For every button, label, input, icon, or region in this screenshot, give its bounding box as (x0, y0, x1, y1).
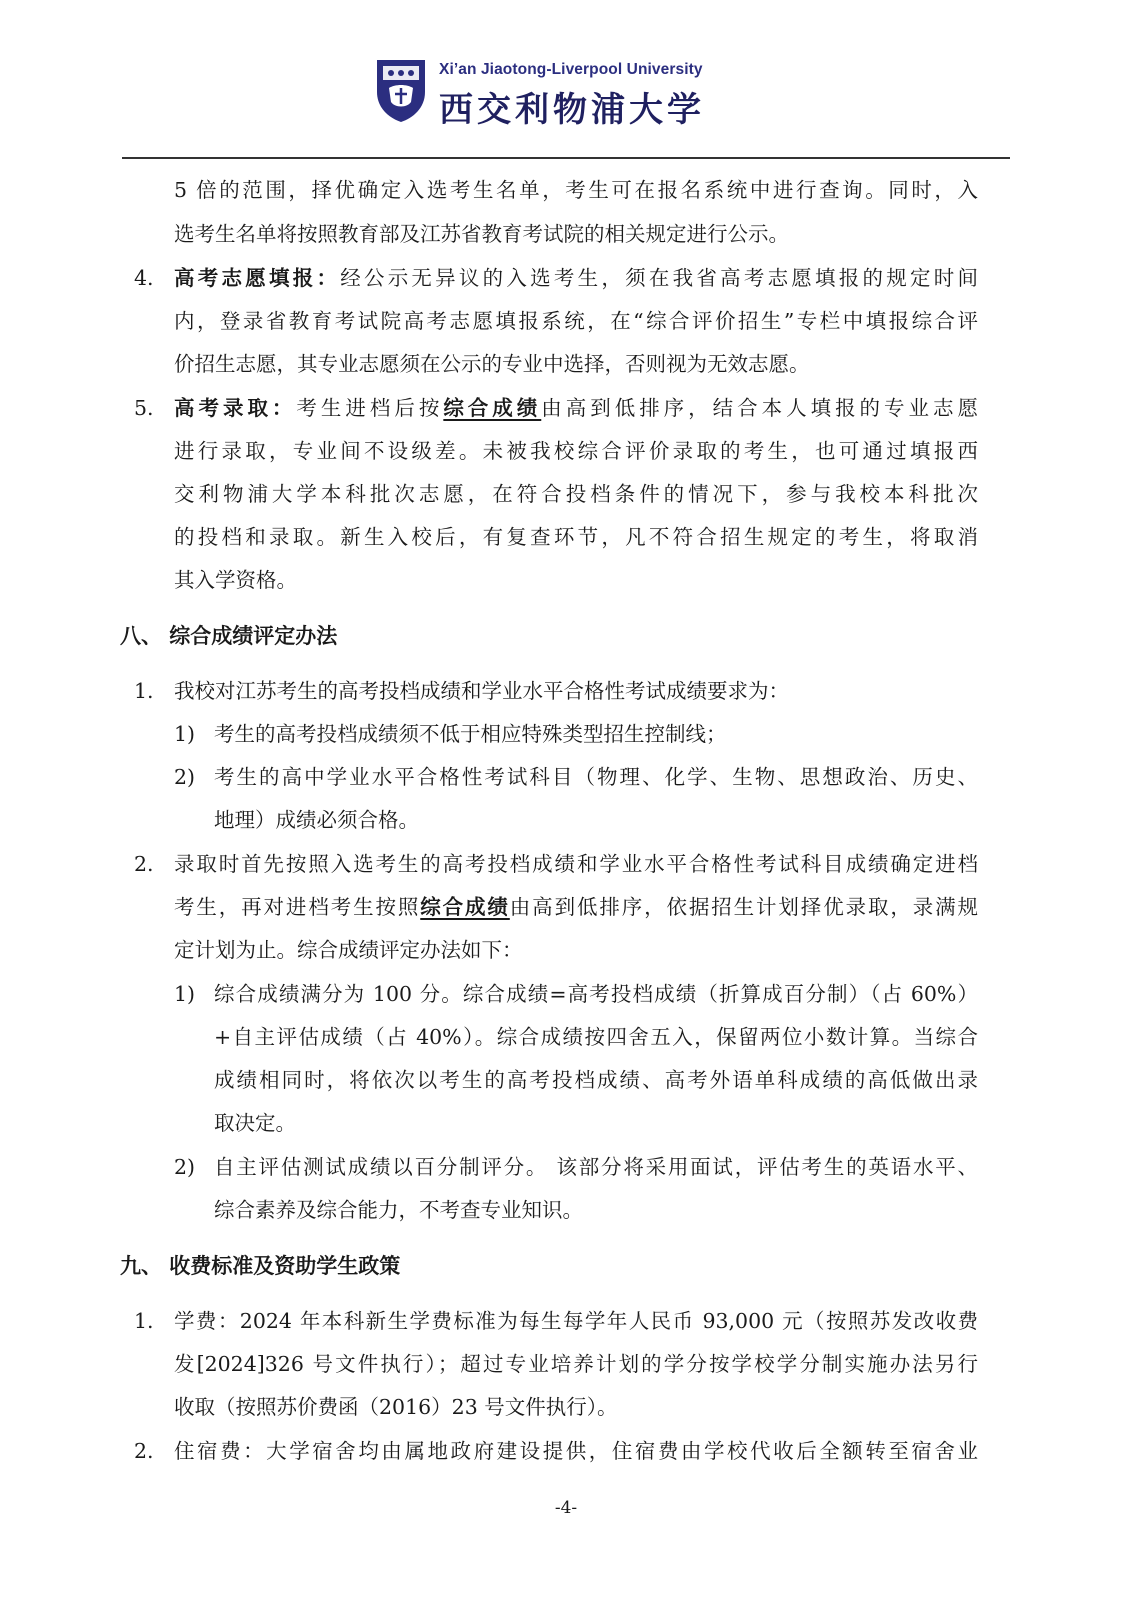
text-line: 取决定。 (214, 1111, 296, 1135)
text-line: 发[2024]326 号文件执行）；超过专业培养计划的学分按学校学分制实施办法另行 (174, 1352, 978, 1376)
list-number: 4. (134, 266, 154, 290)
item-title: 高考志愿填报： (174, 266, 341, 290)
text-line: 我校对江苏考生的高考投档成绩和学业水平合格性考试成绩要求为： (174, 679, 789, 703)
text-line: 进行录取，专业间不设级差。未被我校综合评价录取的考生，也可通过填报西 (174, 439, 978, 463)
text-line: +自主评估成绩（占 40%）。综合成绩按四舍五入，保留两位小数计算。当综合 (214, 1025, 978, 1049)
text-line: 自主评估测试成绩以百分制评分。 该部分将采用面试，评估考生的英语水平、 (214, 1155, 978, 1179)
section-heading: 九、 收费标准及资助学生政策 (120, 1253, 401, 1278)
text-line: 5 倍的范围，择优确定入选考生名单，考生可在报名系统中进行查询。同时，入 (174, 178, 978, 202)
page-number: -4- (554, 1498, 578, 1518)
text-line: 成绩相同时，将依次以考生的高考投档成绩、高考外语单科成绩的高低做出录 (214, 1068, 978, 1092)
list-number: 1. (134, 679, 154, 703)
list-number: 2. (134, 852, 154, 876)
text-line: 考生的高考投档成绩须不低于相应特殊类型招生控制线； (214, 722, 727, 746)
text-line: 定计划为止。综合成绩评定办法如下： (174, 938, 523, 962)
text-line: 住宿费：大学宿舍均由属地政府建设提供，住宿费由学校代收后全额转至宿舍业 (174, 1439, 978, 1463)
underlined-term: 综合成绩 (420, 895, 510, 919)
text-line: 其入学资格。 (174, 568, 297, 592)
text-line: 内，登录省教育考试院高考志愿填报系统，在“综合评价招生”专栏中填报综合评 (174, 309, 978, 333)
text-line: 考生的高中学业水平合格性考试科目（物理、化学、生物、思想政治、历史、 (214, 765, 978, 789)
section-heading: 八、 综合成绩评定办法 (120, 623, 338, 648)
item-title: 高考录取： (174, 396, 297, 420)
sub-list-number: 2) (174, 1155, 196, 1179)
sub-list-number: 1) (174, 982, 196, 1006)
list-number: 2. (134, 1439, 154, 1463)
university-name-en: Xi’an Jiaotong-Liverpool University (439, 61, 703, 78)
list-item-line: 高考志愿填报：经公示无异议的入选考生，须在我省高考志愿填报的规定时间 (174, 266, 979, 290)
text-line: 交利物浦大学本科批次志愿，在符合投档条件的情况下，参与我校本科批次 (174, 482, 978, 506)
list-number: 5. (134, 396, 154, 420)
text-line: 的投档和录取。新生入校后，有复查环节，凡不符合招生规定的考生，将取消 (174, 525, 978, 549)
text-line: 综合素养及综合能力，不考查专业知识。 (214, 1198, 583, 1222)
text-line: 录取时首先按照入选考生的高考投档成绩和学业水平合格性考试科目成绩确定进档 (174, 852, 978, 876)
text-line: 收取（按照苏价费函（2016）23 号文件执行）。 (174, 1395, 618, 1419)
text-line: 综合成绩满分为 100 分。综合成绩=高考投档成绩（折算成百分制）（占 60%） (214, 982, 978, 1006)
underlined-term: 综合成绩 (443, 396, 542, 420)
text-line: 学费：2024 年本科新生学费标准为每生每学年人民币 93,000 元（按照苏发改收费 (174, 1309, 978, 1333)
text-line: 选考生名单将按照教育部及江苏省教育考试院的相关规定进行公示。 (174, 222, 789, 246)
list-item-line: 高考录取：考生进档后按综合成绩由高到低排序，结合本人填报的专业志愿 (174, 396, 978, 420)
sub-list-number: 2) (174, 765, 196, 789)
text-line: 价招生志愿，其专业志愿须在公示的专业中选择，否则视为无效志愿。 (174, 352, 810, 376)
text-line: 地理）成绩必须合格。 (214, 808, 419, 832)
text-line: 考生，再对进档考生按照综合成绩由高到低排序，依据招生计划择优录取，录满规 (174, 895, 979, 919)
university-name-zh: 西交利物浦大学 (439, 90, 705, 130)
sub-list-number: 1) (174, 722, 196, 746)
list-number: 1. (134, 1309, 154, 1333)
